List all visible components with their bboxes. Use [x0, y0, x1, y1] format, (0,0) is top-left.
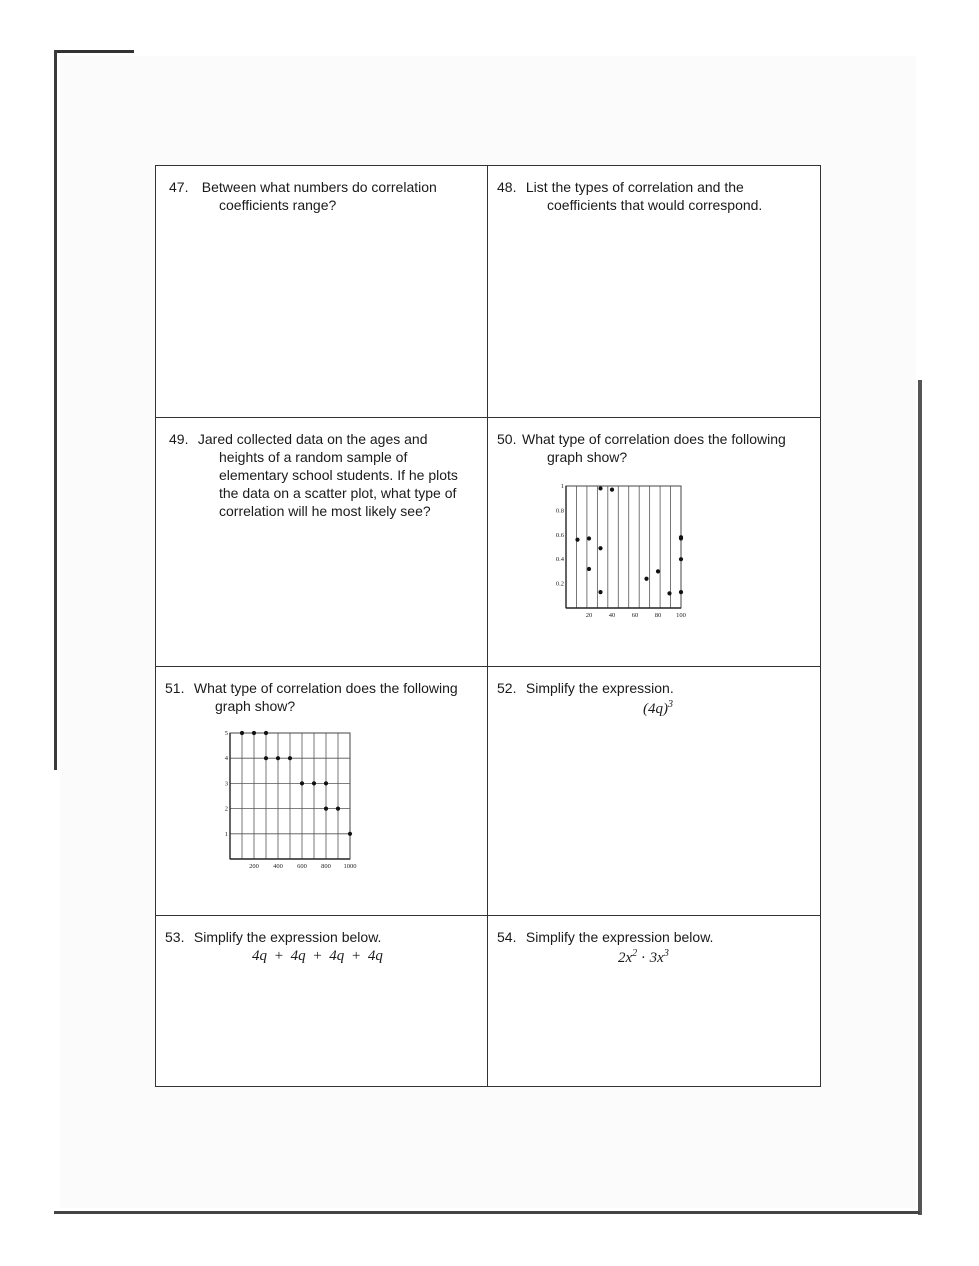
question-53: 53. Simplify the expression below.: [165, 929, 382, 945]
question-text: What type of correlation does the following graph show?: [522, 431, 786, 465]
term-b-exponent: 3: [663, 948, 669, 959]
data-point: [679, 590, 683, 594]
question-text: List the types of correlation and the coefficients that would correspond.: [525, 179, 763, 213]
y-tick-label: 0.2: [555, 580, 564, 588]
data-point: [644, 577, 648, 581]
question-cell-53: [156, 916, 488, 1086]
term-b: 3x: [649, 950, 664, 966]
data-point: [575, 538, 579, 542]
expression-q54: [618, 948, 669, 967]
question-text: Simplify the expression below.: [525, 929, 714, 945]
question-49: 49. Jared collected data on the ages and heights of a random sample of elementary school students. If he plots the data on a scatter plot, what type of correlation will he most likely see?: [169, 431, 458, 519]
data-point: [264, 731, 268, 735]
question-text: Simplify the expression below.: [193, 929, 382, 945]
expression-q53: 4q + 4q + 4q + 4q: [252, 948, 383, 964]
question-cell-49: [156, 418, 488, 667]
page-edge-top: [54, 50, 134, 53]
operator: ·: [640, 950, 646, 966]
data-point: [679, 536, 683, 540]
x-tick-label: 400: [273, 863, 283, 870]
question-text: Jared collected data on the ages and heights of a random sample of elementary school students. If he plots the data on a scatter plot, what type of correlation will he most likely see?: [197, 431, 458, 519]
question-48: 48. List the types of correlation and the coefficients that would correspond.: [497, 179, 763, 213]
y-tick-label: 0.6: [555, 531, 564, 539]
plot-frame: [566, 486, 681, 608]
data-point: [587, 567, 591, 571]
data-point: [252, 731, 256, 735]
question-text: What type of correlation does the following graph show?: [193, 680, 458, 714]
question-cell-51: [156, 667, 488, 916]
x-tick-label: 600: [297, 863, 307, 870]
question-cell-50: [488, 418, 820, 667]
expression-base: (4q): [643, 701, 668, 717]
scatter-chart-q51: [216, 725, 366, 875]
y-tick-label: 4: [224, 755, 228, 763]
y-tick-label: 5: [224, 730, 228, 737]
data-point: [598, 590, 602, 594]
question-54: 54. Simplify the expression below.: [497, 929, 714, 945]
data-point: [324, 807, 328, 811]
x-tick-label: 100: [676, 612, 686, 619]
y-tick-label: 0.4: [555, 556, 564, 564]
page-edge-bottom: [54, 1211, 920, 1214]
x-tick-label: 200: [249, 863, 259, 870]
question-cell-54: [488, 916, 820, 1086]
question-cell-47: [156, 166, 488, 418]
question-52: 52. Simplify the expression.: [497, 680, 674, 696]
x-tick-label: 60: [631, 612, 639, 619]
scatter-chart-q50: [544, 476, 694, 624]
data-point: [240, 731, 244, 735]
data-point: [587, 536, 591, 540]
question-text: Between what numbers do correlation coefficients range?: [201, 179, 437, 213]
x-tick-label: 80: [654, 612, 662, 619]
question-text: Simplify the expression.: [525, 680, 674, 696]
term-a: 2x: [618, 950, 633, 966]
question-50: 50. What type of correlation does the following graph show?: [497, 431, 786, 465]
data-point: [324, 781, 328, 785]
x-tick-label: 1000: [343, 863, 357, 870]
data-point: [276, 756, 280, 760]
y-tick-label: 1: [224, 830, 228, 838]
data-point: [348, 832, 352, 836]
page-edge-left: [54, 50, 57, 770]
x-tick-label: 20: [585, 612, 593, 619]
question-51: 51. What type of correlation does the following graph show?: [165, 680, 458, 714]
expression-q52: [643, 699, 673, 718]
data-point: [667, 591, 671, 595]
data-point: [610, 488, 614, 492]
x-tick-label: 40: [608, 612, 616, 619]
data-point: [656, 569, 660, 573]
data-point: [598, 486, 602, 490]
data-point: [288, 756, 292, 760]
question-cell-52: [488, 667, 820, 916]
x-tick-label: 800: [321, 863, 331, 870]
expression-exponent: 3: [668, 699, 673, 710]
question-cell-48: [488, 166, 820, 418]
data-point: [598, 546, 602, 550]
y-tick-label: 0.8: [555, 507, 564, 515]
term-a-exponent: 2: [632, 948, 638, 959]
y-tick-label: 1: [560, 483, 564, 490]
page-edge-right: [918, 380, 922, 1215]
worksheet-grid: [155, 165, 821, 1087]
y-tick-label: 2: [224, 805, 228, 813]
data-point: [300, 781, 304, 785]
data-point: [264, 756, 268, 760]
data-point: [679, 557, 683, 561]
data-point: [312, 781, 316, 785]
question-47: 47. Between what numbers do correlation coefficients range?: [169, 179, 437, 213]
y-tick-label: 3: [224, 780, 228, 788]
data-point: [336, 807, 340, 811]
